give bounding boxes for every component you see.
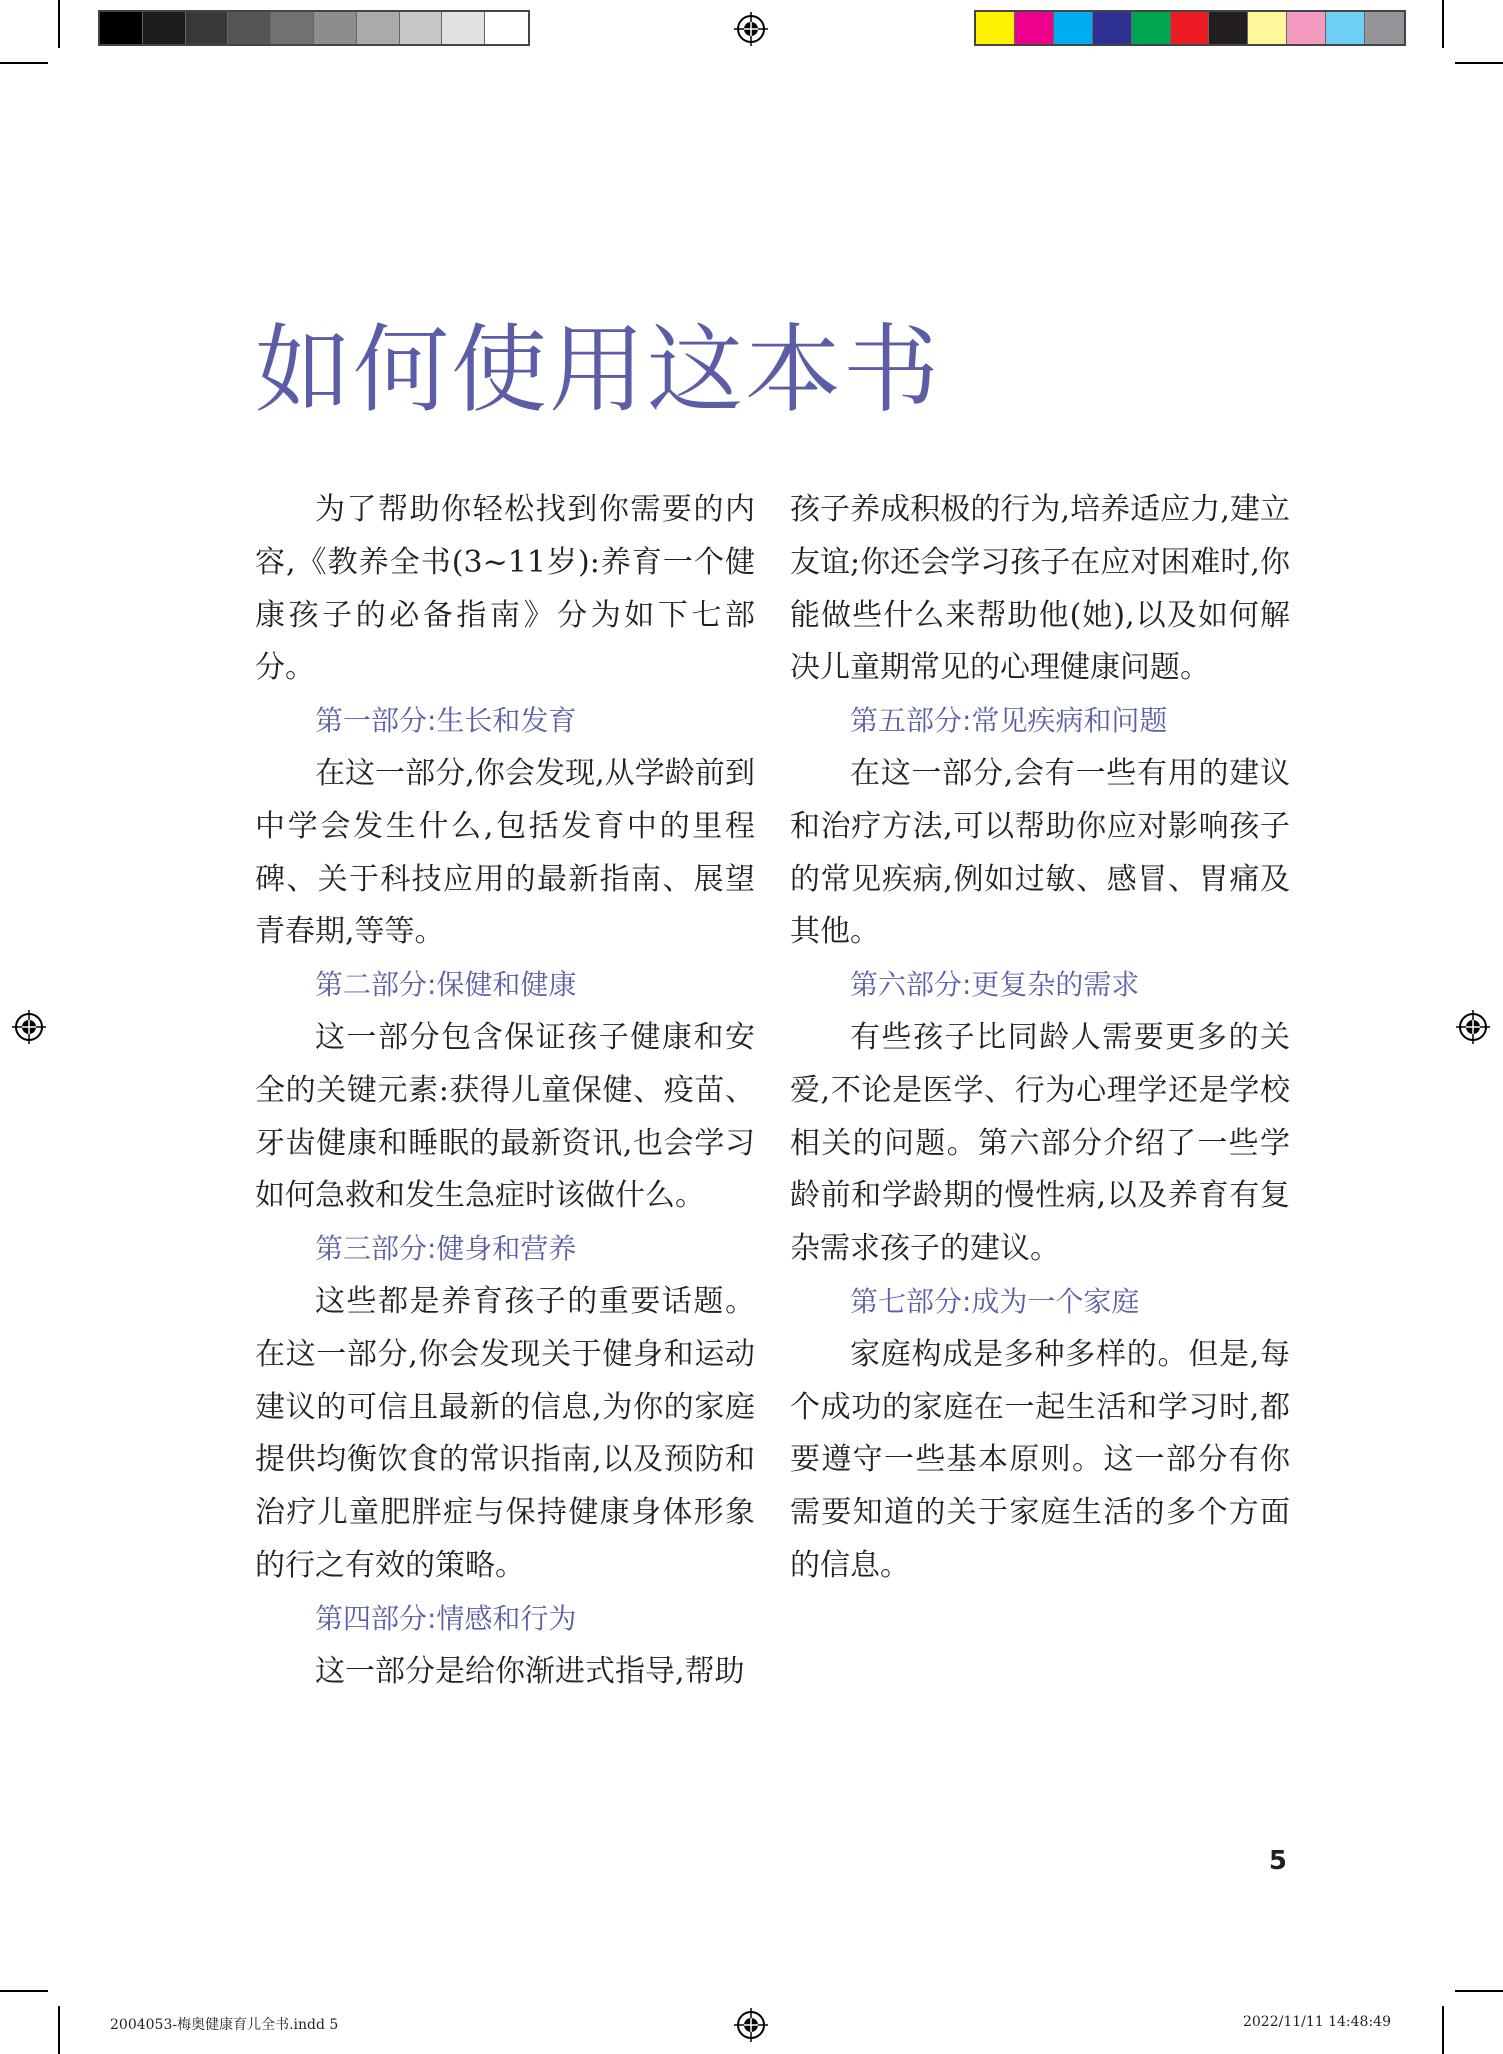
color-swatch bbox=[442, 12, 485, 44]
crop-mark bbox=[0, 62, 48, 64]
color-swatch bbox=[228, 12, 271, 44]
section-heading: 第六部分:更复杂的需求 bbox=[850, 968, 1140, 1002]
crop-mark bbox=[1455, 1990, 1503, 1992]
color-swatch bbox=[186, 12, 229, 44]
registration-mark-icon bbox=[12, 1010, 46, 1044]
color-swatch bbox=[143, 12, 186, 44]
body-paragraph: 有些孩子比同龄人需要更多的关爱,不论是医学、行为心理学还是学校相关的问题。第六部分介绍了一些学龄前和学龄期的慢性病,以及养育有复杂需求孩子的建议。 bbox=[790, 1019, 1290, 1267]
color-swatch bbox=[1093, 12, 1132, 44]
crop-mark bbox=[0, 1990, 48, 1992]
color-swatch bbox=[357, 12, 400, 44]
color-swatch bbox=[1326, 12, 1365, 44]
color-swatch bbox=[1365, 12, 1404, 44]
slug-timestamp: 2022/11/11 14:48:49 bbox=[1242, 2014, 1391, 2030]
crop-mark bbox=[1442, 0, 1444, 48]
body-paragraph: 这一部分包含保证孩子健康和安全的关键元素:获得儿童保健、疫苗、牙齿健康和睡眠的最新资讯,也会学习如何急救和发生急症时该做什么。 bbox=[255, 1019, 755, 1214]
right-column bbox=[790, 484, 1290, 1593]
body-paragraph: 在这一部分,会有一些有用的建议和治疗方法,可以帮助你应对影响孩子的常见疾病,例如过敏、感冒、胃痛及其他。 bbox=[790, 755, 1290, 950]
crop-mark bbox=[58, 2006, 60, 2054]
section-heading: 第二部分:保健和健康 bbox=[315, 968, 577, 1002]
color-swatch bbox=[1054, 12, 1093, 44]
crop-mark bbox=[1442, 2006, 1444, 2054]
section-heading: 第一部分:生长和发育 bbox=[315, 704, 577, 738]
slug-filename: 2004053-梅奥健康育儿全书.indd 5 bbox=[110, 2017, 339, 2033]
process-color-bar bbox=[974, 10, 1406, 46]
registration-mark-icon bbox=[734, 2008, 768, 2042]
page-title: 如何使用这本书 bbox=[255, 314, 941, 426]
crop-mark bbox=[58, 0, 60, 48]
color-swatch bbox=[314, 12, 357, 44]
color-swatch bbox=[1132, 12, 1171, 44]
section-heading: 第四部分:情感和行为 bbox=[315, 1601, 577, 1635]
body-paragraph: 这一部分是给你渐进式指导,帮助 bbox=[315, 1653, 745, 1689]
color-swatch bbox=[271, 12, 314, 44]
section-heading: 第五部分:常见疾病和问题 bbox=[850, 704, 1168, 738]
registration-mark-icon bbox=[1456, 1010, 1490, 1044]
body-paragraph: 在这一部分,你会发现,从学龄前到中学会发生什么,包括发育中的里程碑、关于科技应用的最新指南、展望青春期,等等。 bbox=[255, 755, 755, 950]
color-swatch bbox=[485, 12, 528, 44]
color-swatch bbox=[400, 12, 443, 44]
color-swatch bbox=[976, 12, 1015, 44]
body-paragraph: 这些都是养育孩子的重要话题。在这一部分,你会发现关于健身和运动建议的可信且最新的信息,为你的家庭提供均衡饮食的常识指南,以及预防和治疗儿童肥胖症与保持健康身体形象的行之有效的策略。 bbox=[255, 1283, 755, 1583]
color-swatch bbox=[1171, 12, 1210, 44]
left-column bbox=[255, 484, 755, 1698]
grayscale-color-bar bbox=[98, 10, 530, 46]
body-paragraph: 为了帮助你轻松找到你需要的内容,《教养全书(3~11岁):养育一个健康孩子的必备指南》分为如下七部分。 bbox=[255, 492, 755, 686]
color-swatch bbox=[1209, 12, 1248, 44]
body-paragraph: 家庭构成是多种多样的。但是,每个成功的家庭在一起生活和学习时,都要遵守一些基本原则。这一部分有你需要知道的关于家庭生活的多个方面的信息。 bbox=[790, 1336, 1290, 1583]
section-heading: 第三部分:健身和营养 bbox=[315, 1232, 577, 1266]
color-swatch bbox=[1248, 12, 1287, 44]
registration-mark-icon bbox=[734, 12, 768, 46]
body-paragraph-continued: 孩子养成积极的行为,培养适应力,建立友谊;你还会学习孩子在应对困难时,你能做些什么来帮助他(她),以及如何解决儿童期常见的心理健康问题。 bbox=[790, 492, 1290, 686]
color-swatch bbox=[1287, 12, 1326, 44]
section-heading: 第七部分:成为一个家庭 bbox=[850, 1284, 1140, 1318]
color-swatch bbox=[1015, 12, 1054, 44]
page-number: 5 bbox=[1268, 1846, 1287, 1876]
color-swatch bbox=[100, 12, 143, 44]
crop-mark bbox=[1455, 62, 1503, 64]
